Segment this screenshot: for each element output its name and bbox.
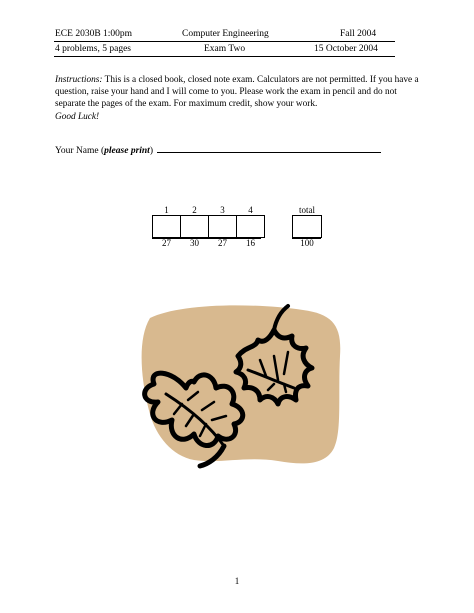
total-score-box[interactable] [293,216,322,238]
good-luck-text: Good Luck! [55,111,100,122]
page-number: 1 [234,576,240,586]
total-table [292,205,322,249]
exam-date: 15 October 2004 [314,44,378,54]
instructions-text: This is a closed book, closed note exam. Calculators are not permitted. If you have a question, raise your hand and I will come to you. Please work the exam in pencil and do not separate the pages of the exam. For maximum credit, show your work. [55,75,419,110]
header-rule-top [54,41,395,42]
problem-points: 30 [190,238,199,248]
problem-count: 4 problems, 5 pages [55,44,131,54]
header-rule-bottom [54,56,395,57]
score-box[interactable] [181,216,209,238]
problem-points: 16 [246,238,255,248]
score-table [152,205,265,249]
problem-points: 27 [218,238,227,248]
tan-background-shape [142,305,341,463]
problem-number: 4 [248,205,253,215]
exam-name: Exam Two [204,44,246,54]
total-label: total [299,205,315,215]
problem-number: 2 [192,205,197,215]
instructions-label: Instructions: [55,75,103,85]
term: Fall 2004 [340,29,377,39]
name-field [55,143,381,156]
score-box[interactable] [209,216,237,238]
department: Computer Engineering [182,29,269,39]
score-underline [152,238,261,239]
problem-number: 1 [164,205,169,215]
score-box[interactable] [153,216,181,238]
total-points: 100 [300,238,314,248]
total-underline [292,238,321,239]
name-blank-line[interactable] [157,143,381,153]
problem-points: 27 [162,238,171,248]
score-box[interactable] [237,216,265,238]
name-label-end: ) [149,146,156,156]
instructions-block [55,74,425,123]
problem-number: 3 [220,205,225,215]
course-title: ECE 2030B 1:00pm [55,29,133,39]
name-label-emphasis: please print [104,146,150,156]
name-label: Your Name ( [55,146,105,156]
autumn-leaves-clipart [128,296,358,481]
